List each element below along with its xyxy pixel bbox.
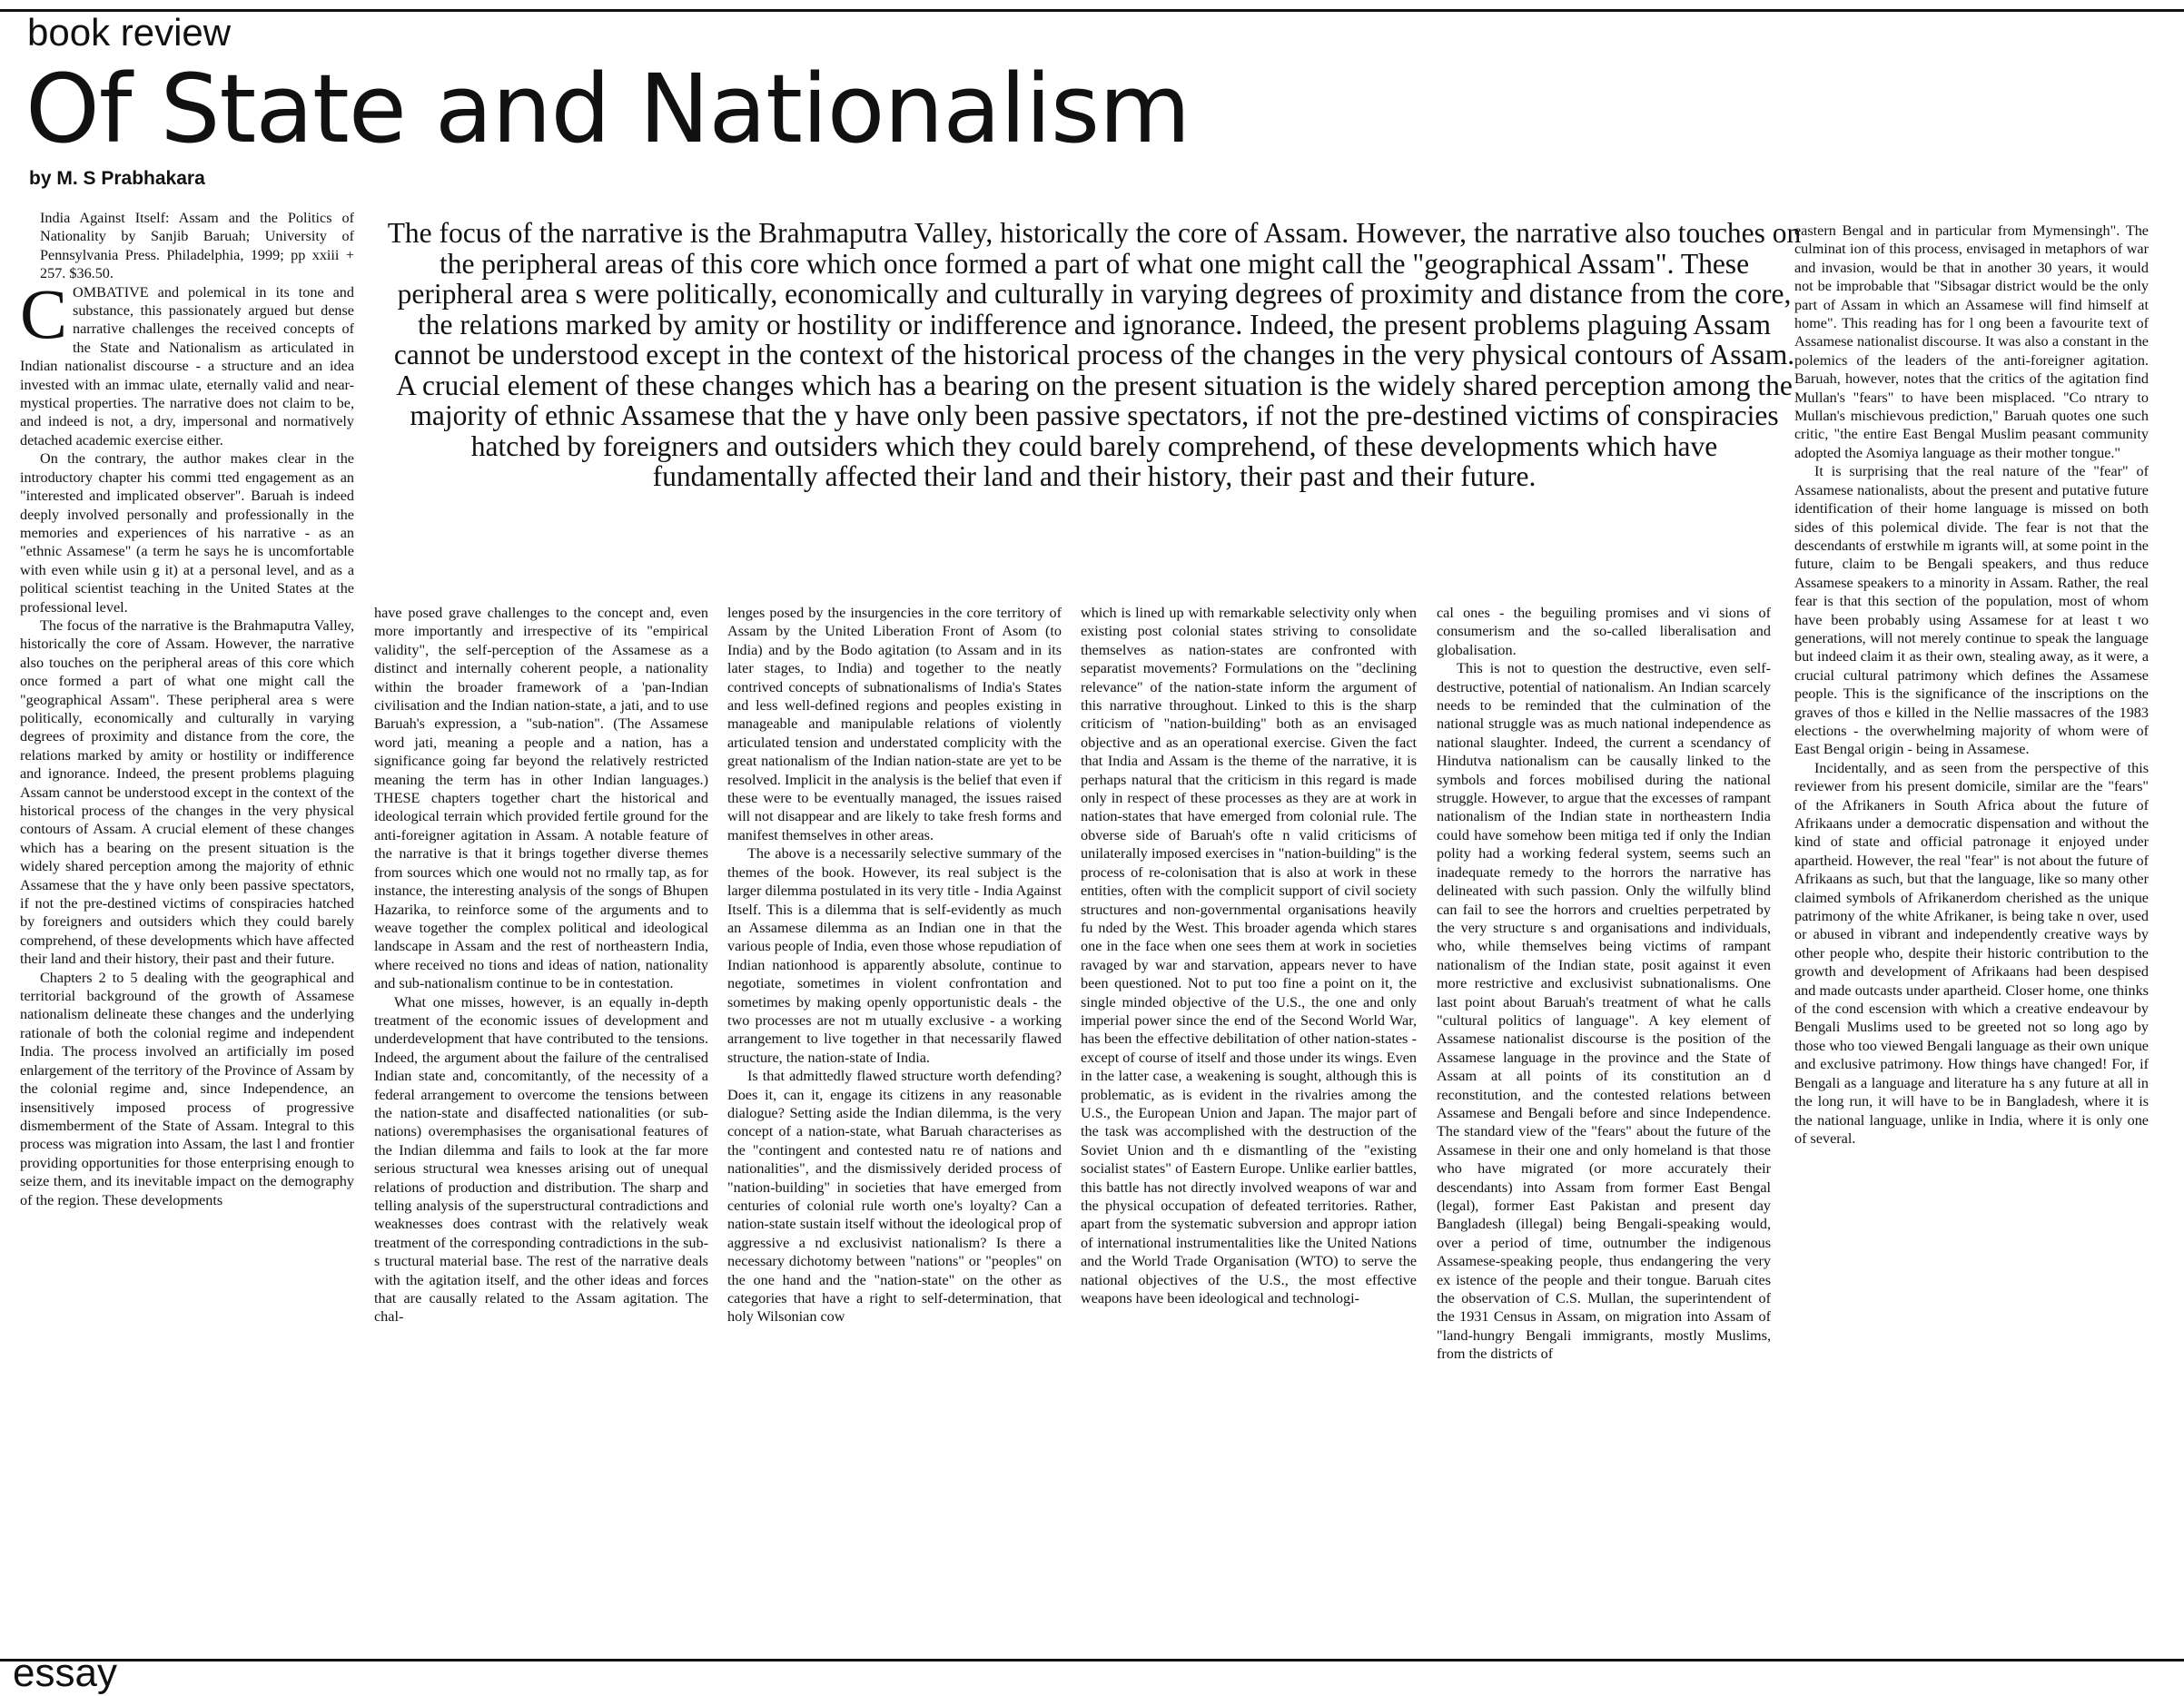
paragraph: which is lined up with remarkable selectivity only when existing post colonial states striving to consolidate themselves as nation-states are confronted with separatist movements? Formulations on the "declining relevance" of the nation-state inform the argument of this narrative throughout. Linked to this is the sharp criticism of "nation-building" both as an envisaged objective and as an operational exercise. Given the fact that India and Assam is the theme of the narrative, it is perhaps natural that the criticism in this regard is made only in respect of these processes as they are at work in nation-states that have emerged from colonial rule. The obverse side of Baruah's ofte n valid criticisms of unilaterally imposed exercises in "nation-building" is the process of re-colonisation that is also at work in these entities, often with the complicit support of civil society structures and non-governmental organisations heavily fu nded by the West. This broader agenda which stares one in the face when one sees them at work in societies ravaged by war and starvation, appears never to have been questioned. Not to put too fine a point on it, the single minded objective of the U.S., the one and only imperial power since the end of the Second World War, has been the effective debilitation of other nation-states - except of course of itself and those under its wings. Even in the latter case, a weakening is sought, although this is problematic, as is evident in the rivalries among the U.S., the European Union and Japan. The major part of the task was accomplished with the destruction of the Soviet Union and th e dismantling of the "existing socialist states" of Eastern Europe. Unlike earlier battles, this battle has not directly involved weapons of war and the physical occupation of defeated territories. Rather, apart from the systematic subversion and appropr iation of international instrumentalities like the United Nations and the World Trade Organisation (WTO) to serve the national objectives of the U.S., the most effective weapons have been ideological and technologi- [1081,605,1417,1307]
article-column-3 [727,604,1062,1652]
paragraph: The above is a necessarily selective summary of the themes of the book. However, its real subject is the larger dilemma postulated in its very title - India Against Itself. This is a dilemma that is self-evidently as much an Assamese dilemma as an Indian one in that the various people of India, even those whose repudiation of Indian nationhood is apparently absolute, continue to negotiate, sometimes in violent confrontation and sometimes by making openly opportunistic deals - the two processes are not m utually exclusive - a working arrangement to live together in that necessarily flawed structure, the nation-state of India. [727,845,1062,1066]
top-rule [0,9,2184,12]
paragraph: It is surprising that the real nature of the "fear" of Assamese nationalists, about the present and putative future identification of their home language is missed on both sides of this polemical divide. The fear is not that the descendants of erstwhile m igrants will, at some point in the future, claim to be Bengali speakers, and thus reduce Assamese speakers to a minority in Assam. Rather, the real fear is that this section of the population, most of whom have been probably using Assamese for at least t wo generations, will not merely continue to speak the language but indeed claim it as their own, stealing away, as it were, a crucial cultural patrimony which defines the Assamese people. This is the significance of the inscriptions on the graves of thos e killed in the Nellie massacres of the 1983 elections - the overwhelming majority of whom were of East Bengal origin - being in Assamese. [1794,463,2149,758]
paragraph: What one misses, however, is an equally in-depth treatment of the economic issues of development and underdevelopment that have contributed to the tensions. Indeed, the argument about the failure of the centralised Indian state and, concomitantly, of the necessity of a federal arrangement to overcome the tensions between the nation-state and disaffected nationalities (or sub-nations) overemphasises the organisational features of the Indian dilemma and fails to look at the far more serious structural wea knesses arising out of unequal relations of production and distribution. The sharp and telling analysis of the superstructural contradictions and weaknesses does contrast with the relatively weak treatment of the corresponding contradictions in the sub-s tructural material base. The rest of the narrative deals with the agitation itself, and the other ideas and forces that are causally related to the Assam agitation. The chal- [374,993,708,1326]
paragraph: Chapters 2 to 5 dealing with the geographical and territorial background of the growth of Assamese nationalism delineate these changes and the underlying rationale of both the colonial regime and independent India. The process involved an artificially im posed enlargement of the territory of the Province of Assam by the colonial regime and, since Independence, an insensitively imposed process of progressive dismemberment of the State of Assam. Integral to this process was migration into Assam, the last l and frontier providing opportunities for those enterprising enough to seize them, and its inevitable impact on the demography of the region. These developments [20,969,354,1208]
book-details: India Against Itself: Assam and the Politics of Nationality by Sanjib Baruah; University of Pennsylvania Press. Philadelphia, 1999; pp xxiii + 257. $36.50. [40,210,354,282]
pull-quote: The focus of the narrative is the Brahmaputra Valley, historically the core of Assam. However, the narrative also touches on the peripheral areas of this core which once formed a part of what one might call the "geographical Assam". These peripheral area s were politically, economically and culturally in varying degrees of proximity and distance from the core, the relations marked by amity or hostility or indifference and ignorance. Indeed, the present problems plaguing Assam cannot be understood except in the context of the historical process of the changes in the very physical contours of Assam. A crucial element of these changes which has a bearing on the present situation is the widely shared perception among the majority of ethnic Assamese that the y have only been passive spectators, if not the pre-destined victims of conspiracies hatched by foreigners and outsiders which they could barely comprehend, of these developments which have fundamentally affected their land and their history, their past and their future. [387,217,1802,492]
article-column-2 [374,604,708,1652]
paragraph: lenges posed by the insurgencies in the core territory of Assam by the United Liberation Front of Asom (to India) and by the Bodo agitation (to Assam and in its later stages, to India) and together to the neatly contrived concepts of subnationalisms of India's States and less well-defined regions and peoples existing in manageable and manipulable relations of violently articulated tension and understated complicity with the great nationalism of the Indian nation-state are yet to be resolved. Implicit in the analysis is the belief that even if these were to be eventually managed, the issues raised will not disappear and are likely to take fresh forms and manifest themselves in other areas. [727,605,1062,843]
opening-text: and polemical in its tone and substance, this passionately argued but dense narrative challenges the received concepts of the State and Nationalism as articulated in Indian nationalist discourse - a structure and an idea invested with an immac ulate, eternally valid and near-mystical properties. The narrative does not claim to be, and indeed is not, a dry, impersonal and normatively detached academic exercise either. [20,283,354,449]
article-column-4 [1081,604,1417,1652]
section-label: book review [27,11,232,54]
opening-paragraph [20,273,354,450]
paragraph: The focus of the narrative is the Brahmaputra Valley, historically the core of Assam. However, the narrative also touches on the peripheral areas of this core which once formed a part of what one might call the "geographical Assam". These peripheral area s were politically, economically and culturally in varying degrees of proximity and distance from the core, the relations marked by amity or hostility or indifference and ignorance. Indeed, the present problems plaguing Assam cannot be understood except in the context of the historical process of the changes in the very physical contours of Assam. A crucial element of these changes which has a bearing on the present situation is the widely shared perception among the majority of ethnic Assamese that the y have only been passive spectators, if not the pre-destined victims of conspiracies hatched by foreigners and outsiders which they could barely comprehend, of these developments which have affected their land and their history, their past and their future. [20,616,354,968]
paragraph: eastern Bengal and in particular from Mymensingh". The culminat ion of this process, envisaged in metaphors of war and invasion, would be that in another 30 years, it would not be improbable that "Sibsagar district would be the only part of Assam in which an Assamese will find himself at home". This reading has for l ong been a favourite text of Assamese nationalist discourse. It was also a constant in the polemics of the leaders of the anti-foreigner agitation. Baruah, however, notes that the critics of the agitation find Mullan's "fears" to have been misplaced. "Co ntrary to Mullan's mischievous prediction," Baruah quotes one such critic, "the entire East Bengal Muslim peasant community adopted the Asomiya language as their mother tongue." [1794,222,2149,461]
article-column-5 [1437,604,1771,1652]
paragraph: Incidentally, and as seen from the perspective of this reviewer from his present domicile, similar are the "fears" of the Afrikaners in South Africa about the future of Afrikaans under a democratic dispensation and without the kind of state and official patronage it enjoyed under apartheid. However, the real "fear" is not about the future of Afrikaans as such, but that the language, like so many other claimed symbols of Afrikanerdom cherished as the unique patrimony of the white Afrikaner, is being take n over, used or abused in vibrant and independently creative ways by other people who, despite their historic contribution to the growth and development of Afrikaans had been despised and made outcasts under apartheid. Closer home, one thinks of the cond escension with which a creative endeavour by Bengali Muslims used to be greeted not so long ago by those who too viewed Bengali language as their own unique and exclusive patrimony. How things have changed! For, if Bengali as a language and literature ha s any future at all in the long run, it will have to be in Bangladesh, where it is the national language, unlike in India, where it is only one of several. [1794,759,2149,1147]
paragraph: Is that admittedly flawed structure worth defending? Does it, can it, engage its citizens in any reasonable dialogue? Setting aside the Indian dilemma, is the very concept of a nation-state, what Baruah characterises as the "contingent and contested natu re of nations and nationalities", and the dismissively derided process of "nation-building" in societies that have emerged from centuries of colonial rule worth one's loyalty? Can a nation-state sustain itself without the ideological prop of aggressive a nd exclusivist nationalism? Is there a necessary dichotomy between "nations" or "peoples" on the one hand and the "nation-state" on the other as categories that have a right to self-determination, that holy Wilsonian cow [727,1068,1062,1326]
headline: Of State and Nationalism [25,54,1191,164]
article-column-6 [1794,222,2149,1652]
byline: by M. S Prabhakara [29,168,205,189]
paragraph: cal ones - the beguiling promises and vi sions of consumerism and the so-called liberalisation and globalisation. [1437,605,1771,658]
paragraph: On the contrary, the author makes clear in the introductory chapter his commi tted engagement as an "interested and implicated observer". Baruah is indeed deeply involved personally and professionally in the memories and experiences of his narrative - as an "ethnic Assamese" (a term he says he is uncomfortable with even while usin g it) at a personal level, and as a political scientist teaching in the United States at the professional level. [20,450,354,616]
drop-cap: C [20,273,68,353]
paragraph: have posed grave challenges to the concept and, even more importantly and irrespective of its "empirical validity", the self-perception of the Assamese as a distinct and internally coherent people, a nationality within the broader framework of a 'pan-Indian civilisation and the Indian nation-state, a jati, and to use Baruah's expression, a "sub-nation". (The Assamese word jati, meaning a people and a nation, has a significance going far beyond the relatively restricted meaning the term has in other Indian languages.) THESE chapters together chart the historical and ideological terrain which provided fertile ground for the anti-foreigner agitation in Assam. A notable feature of the narrative is that it brings together diverse themes from sources which one would not no rmally tap, as for instance, the interesting analysis of the songs of Bhupen Hazarika, to reinforce some of the arguments and to weave together the complex political and ideological landscape in Assam and the rest of northeastern India, where received no tions and ideas of nation, nationality and sub-nationalism continue to be in contestation. [374,605,708,992]
paragraph: This is not to question the destructive, even self-destructive, potential of nationalism. An Indian scarcely needs to be reminded that the culmination of the national struggle was as much national independence as national slaughter. Indeed, the current a scendancy of Hindutva nationalism can be causally linked to the symbols and forces mobilised during the national struggle. However, to argue that the excesses of rampant nationalism of the Indian state in northeastern India could have somehow been mitiga ted if only the Indian polity had a working federal system, seems such an inadequate remedy to the horrors the narrative has delineated with such passion. Only the wilfully blind can fail to see the horrors and cruelties perpetrated by the very structure s and organisations and individuals, who, while themselves being victims of rampant nationalism of the Indian state, posit against it even more restrictive and exclusivist subnationalisms. One last point about Baruah's treatment of what he calls "cultural politics of language". A key element of Assamese nationalist discourse is the position of the Assamese language in the province and the State of Assam at all points of its constitution an d reconstitution, and the contested relations between Assamese and Bengali before and since Independence. The standard view of the "fears" about the future of the Assamese in their one and only homeland is that those who have migrated (or more accurately their descendants) into Assam from former East Bengal (legal), former East Pakistan and present day Bangladesh (illegal) being Bengali-speaking would, over a period of time, outnumber the indigenous Assamese-speaking people, thus endangering the very ex istence of the people and their tongue. Baruah cites the observation of C.S. Mullan, the superintendent of the 1931 Census in Assam, on migration into Assam of "land-hungry Bengali immigrants, mostly Muslims, from the districts of [1437,660,1771,1363]
footer-section-label: essay [13,1651,117,1695]
bottom-rule [0,1659,2184,1661]
article-column-1 [20,209,354,1652]
opening-first-word: OMBATIVE [73,283,149,301]
